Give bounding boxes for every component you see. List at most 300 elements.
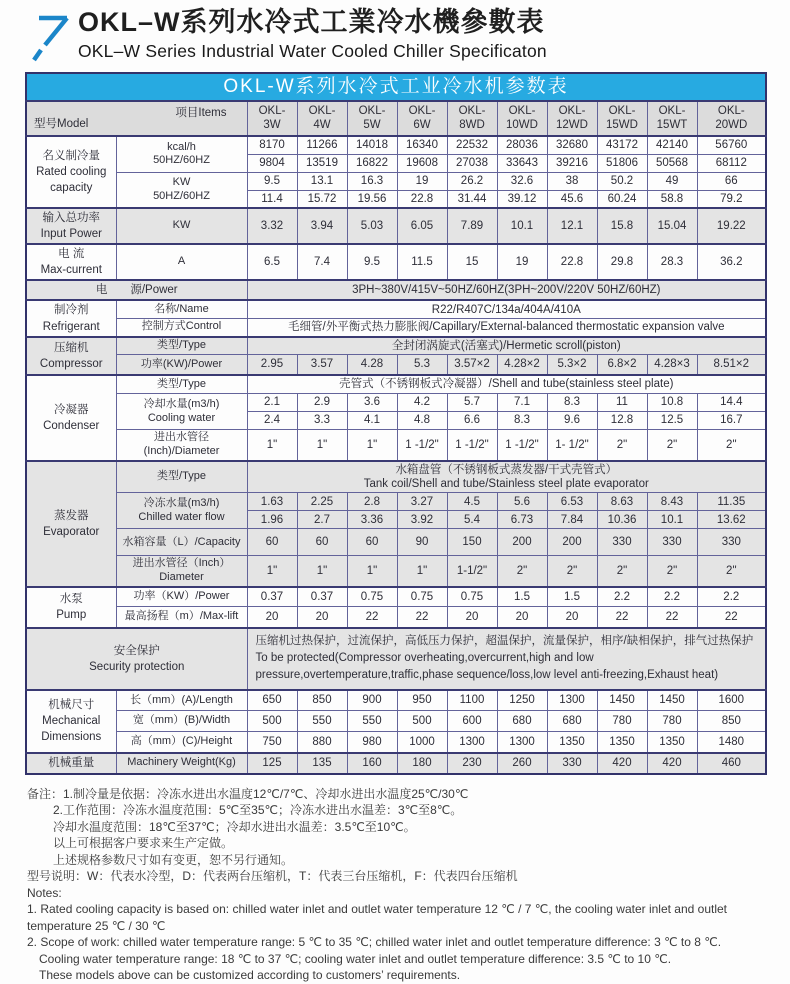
- value-cell: 550: [297, 711, 347, 732]
- item-label-cell: 功率（KW）/Power: [116, 587, 247, 607]
- span-value-cell: 压缩机过热保护，过流保护，高低压力保护，超温保护，流量保护，相序/缺相保护，排气过热保护 To be protected(Compressor overheating,overcurrent,high and low pressure,overtemperature,traffic,phase sequence/loss,low level anti-freezing,Exhaust heat): [247, 628, 766, 690]
- value-cell: 13519: [297, 154, 347, 172]
- value-cell: 58.8: [647, 190, 697, 208]
- value-cell: 135: [297, 753, 347, 774]
- value-cell: 9.6: [547, 412, 597, 430]
- value-cell: 5.6: [497, 493, 547, 511]
- value-cell: 3.36: [347, 511, 397, 529]
- value-cell: 8.3: [547, 394, 597, 412]
- item-label-cell: 长（mm）(A)/Length: [116, 690, 247, 711]
- value-cell: 8.63: [597, 493, 647, 511]
- value-cell: 4.28×3: [647, 355, 697, 375]
- value-cell: 150: [447, 529, 497, 556]
- item-label-cell: 水箱容量（L）/Capacity: [116, 529, 247, 556]
- value-cell: 60.24: [597, 190, 647, 208]
- value-cell: 14.4: [697, 394, 766, 412]
- model-header-cell: OKL- 10WD: [497, 101, 547, 136]
- model-header-cell: OKL- 15WD: [597, 101, 647, 136]
- value-cell: 2.8: [347, 493, 397, 511]
- note-line: 1. Rated cooling capacity is based on: chilled water inlet and outlet water temperature 12 ℃ / 7 ℃, the cooling water inlet and outlet: [27, 902, 728, 917]
- value-cell: 420: [597, 753, 647, 774]
- value-cell: 11: [597, 394, 647, 412]
- table-row: [26, 172, 766, 190]
- category-cell: 压缩机 Compressor: [26, 337, 116, 375]
- value-cell: 1": [397, 556, 447, 587]
- value-cell: 14018: [347, 136, 397, 154]
- value-cell: 0.75: [397, 587, 447, 607]
- value-cell: 180: [397, 753, 447, 774]
- column-header-row: [26, 101, 766, 136]
- note-line: Cooling water temperature range: 18 ℃ to 37 ℃; cooling water inlet and outlet temperature difference: 3.5 ℃ to 10 ℃.: [39, 951, 672, 966]
- value-cell: 33643: [497, 154, 547, 172]
- value-cell: 42140: [647, 136, 697, 154]
- span-value-cell: 水箱盘管（不锈钢板式蒸发器/干式壳管式） Tank coil/Shell and tube/Stainless steel plate evaporator: [247, 461, 766, 493]
- value-cell: 36.2: [697, 244, 766, 280]
- item-label-cell: A: [116, 244, 247, 280]
- value-cell: 5.7: [447, 394, 497, 412]
- item-label-cell: KW: [116, 208, 247, 244]
- note-line: 以上可根据客户要求来生产定做。: [53, 836, 234, 851]
- value-cell: 330: [547, 753, 597, 774]
- value-cell: 2.95: [247, 355, 297, 375]
- value-cell: 19.56: [347, 190, 397, 208]
- value-cell: 7.4: [297, 244, 347, 280]
- value-cell: 2.2: [597, 587, 647, 607]
- note-line: 备注：1.制冷量是依据：冷冻水进出水温度12℃/7℃、冷却水进出水温度25℃/30℃: [27, 786, 469, 801]
- value-cell: 51806: [597, 154, 647, 172]
- value-cell: 28.3: [647, 244, 697, 280]
- value-cell: 1.63: [247, 493, 297, 511]
- value-cell: 38: [547, 172, 597, 190]
- category-cell: 冷凝器 Condenser: [26, 375, 116, 461]
- value-cell: 1300: [547, 690, 597, 711]
- value-cell: 1.96: [247, 511, 297, 529]
- value-cell: 6.05: [397, 208, 447, 244]
- table-row: [26, 461, 766, 493]
- value-cell: 43172: [597, 136, 647, 154]
- value-cell: 26.2: [447, 172, 497, 190]
- value-cell: 260: [497, 753, 547, 774]
- value-cell: 22: [697, 607, 766, 628]
- value-cell: 10.8: [647, 394, 697, 412]
- value-cell: 6.5: [247, 244, 297, 280]
- item-label-cell: 类型/Type: [116, 375, 247, 394]
- value-cell: 2.2: [697, 587, 766, 607]
- value-cell: 19.22: [697, 208, 766, 244]
- value-cell: 125: [247, 753, 297, 774]
- model-header-cell: OKL- 6W: [397, 101, 447, 136]
- value-cell: 1450: [647, 690, 697, 711]
- value-cell: 13.62: [697, 511, 766, 529]
- note-line: temperature 25 ℃ / 30 ℃: [27, 918, 166, 933]
- value-cell: 2": [697, 556, 766, 587]
- value-cell: 7.89: [447, 208, 497, 244]
- table-row: [26, 337, 766, 355]
- corner-items-label: 项目Items: [175, 107, 227, 119]
- value-cell: 16.3: [347, 172, 397, 190]
- value-cell: 1300: [497, 732, 547, 753]
- span-value-cell: 全封闭涡旋式(活塞式)/Hermetic scroll(piston): [247, 337, 766, 355]
- value-cell: 79.2: [697, 190, 766, 208]
- value-cell: 39216: [547, 154, 597, 172]
- table-title: OKL-W系列水冷式工业冷水机参数表: [26, 73, 766, 101]
- value-cell: 22: [347, 607, 397, 628]
- value-cell: 22: [397, 607, 447, 628]
- corner-cell: [26, 101, 247, 136]
- value-cell: 15.04: [647, 208, 697, 244]
- category-cell: 蒸发器 Evaporator: [26, 461, 116, 587]
- item-label-cell: 进出水管径（Inch） Diameter: [116, 556, 247, 587]
- value-cell: 0.37: [297, 587, 347, 607]
- value-cell: 1350: [647, 732, 697, 753]
- value-cell: 16340: [397, 136, 447, 154]
- value-cell: 9.5: [347, 244, 397, 280]
- value-cell: 850: [297, 690, 347, 711]
- value-cell: 2": [647, 430, 697, 461]
- value-cell: 1 -1/2": [397, 430, 447, 461]
- value-cell: 9804: [247, 154, 297, 172]
- value-cell: 3.92: [397, 511, 447, 529]
- value-cell: 5.3: [397, 355, 447, 375]
- table-row: [26, 587, 766, 607]
- value-cell: 6.8×2: [597, 355, 647, 375]
- value-cell: 420: [647, 753, 697, 774]
- value-cell: 2": [647, 556, 697, 587]
- value-cell: 1250: [497, 690, 547, 711]
- value-cell: 11.4: [247, 190, 297, 208]
- value-cell: 900: [347, 690, 397, 711]
- model-header-cell: OKL- 4W: [297, 101, 347, 136]
- value-cell: 10.1: [647, 511, 697, 529]
- value-cell: 2": [547, 556, 597, 587]
- value-cell: 6.73: [497, 511, 547, 529]
- value-cell: 1450: [597, 690, 647, 711]
- value-cell: 650: [247, 690, 297, 711]
- value-cell: 2": [597, 556, 647, 587]
- value-cell: 7.1: [497, 394, 547, 412]
- value-cell: 22.8: [397, 190, 447, 208]
- category-cell: 电 流 Max-current: [26, 244, 116, 280]
- table-row: [26, 394, 766, 412]
- doc-title-cn: OKL–W系列水冷式工業冷水機參數表: [78, 7, 545, 37]
- value-cell: 3.94: [297, 208, 347, 244]
- value-cell: 3.32: [247, 208, 297, 244]
- model-header-cell: OKL- 12WD: [547, 101, 597, 136]
- table-row: [26, 280, 766, 300]
- value-cell: 0.75: [347, 587, 397, 607]
- value-cell: 980: [347, 732, 397, 753]
- notes-cn: [27, 786, 790, 885]
- table-row: [26, 319, 766, 337]
- value-cell: 31.44: [447, 190, 497, 208]
- value-cell: 550: [347, 711, 397, 732]
- category-cell: 机械重量: [26, 753, 116, 774]
- value-cell: 2.25: [297, 493, 347, 511]
- table-row: [26, 493, 766, 511]
- doc-title-en: OKL–W Series Industrial Water Cooled Chiller Specificaton: [78, 40, 547, 61]
- table-row: [26, 690, 766, 711]
- model-header-cell: OKL- 20WD: [697, 101, 766, 136]
- item-label-cell: 宽（mm）(B)/Width: [116, 711, 247, 732]
- value-cell: 1-1/2": [447, 556, 497, 587]
- span-value-cell: 毛细管/外平衡式热力膨胀阀/Capillary/External-balanced thermostatic expansion valve: [247, 319, 766, 337]
- item-label-cell: 名称/Name: [116, 300, 247, 318]
- value-cell: 4.28×2: [497, 355, 547, 375]
- table-row: [26, 753, 766, 774]
- value-cell: 780: [647, 711, 697, 732]
- notes-en: [27, 885, 790, 984]
- value-cell: 22.8: [547, 244, 597, 280]
- value-cell: 0.75: [447, 587, 497, 607]
- table-row: [26, 300, 766, 318]
- item-label-cell: 冷却水量(m3/h) Cooling water: [116, 394, 247, 430]
- value-cell: 680: [497, 711, 547, 732]
- value-cell: 11.35: [697, 493, 766, 511]
- value-cell: 1 -1/2": [447, 430, 497, 461]
- value-cell: 1": [347, 430, 397, 461]
- table-row: [26, 529, 766, 556]
- item-label-cell: Machinery Weight(Kg): [116, 753, 247, 774]
- value-cell: 750: [247, 732, 297, 753]
- value-cell: 3.3: [297, 412, 347, 430]
- value-cell: 680: [547, 711, 597, 732]
- value-cell: 2.4: [247, 412, 297, 430]
- value-cell: 1000: [397, 732, 447, 753]
- table-row: [26, 430, 766, 461]
- table-row: [26, 607, 766, 628]
- value-cell: 4.28: [347, 355, 397, 375]
- notes-section: [27, 786, 790, 984]
- value-cell: 1- 1/2": [547, 430, 597, 461]
- value-cell: 2.2: [647, 587, 697, 607]
- category-cell: 机械尺寸 Mechanical Dimensions: [26, 690, 116, 753]
- value-cell: 7.84: [547, 511, 597, 529]
- value-cell: 8.43: [647, 493, 697, 511]
- item-label-cell: 最高扬程（m）/Max-lift: [116, 607, 247, 628]
- value-cell: 60: [347, 529, 397, 556]
- note-line: These models above can be customized according to customers’ requirements.: [39, 968, 461, 983]
- value-cell: 330: [697, 529, 766, 556]
- value-cell: 2.1: [247, 394, 297, 412]
- value-cell: 600: [447, 711, 497, 732]
- value-cell: 2.9: [297, 394, 347, 412]
- value-cell: 330: [647, 529, 697, 556]
- value-cell: 56760: [697, 136, 766, 154]
- value-cell: 1480: [697, 732, 766, 753]
- value-cell: 12.1: [547, 208, 597, 244]
- value-cell: 45.6: [547, 190, 597, 208]
- model-header-cell: OKL- 5W: [347, 101, 397, 136]
- note-line: 上述规格参数尺寸如有变更，恕不另行通知。: [53, 852, 294, 867]
- value-cell: 90: [397, 529, 447, 556]
- model-header-cell: OKL- 15WT: [647, 101, 697, 136]
- value-cell: 20: [497, 607, 547, 628]
- value-cell: 2": [697, 430, 766, 461]
- category-cell: 制冷剂 Refrigerant: [26, 300, 116, 336]
- table-row: [26, 375, 766, 394]
- value-cell: 68112: [697, 154, 766, 172]
- value-cell: 28036: [497, 136, 547, 154]
- item-label-cell: KW 50HZ/60HZ: [116, 172, 247, 208]
- table-row: [26, 711, 766, 732]
- value-cell: 16.7: [697, 412, 766, 430]
- note-line: 2.工作范围：冷冻水温度范围：5℃至35℃；冷冻水进出水温差：3℃至8℃。: [53, 803, 463, 818]
- value-cell: 20: [297, 607, 347, 628]
- span-value-cell: 3PH~380V/415V~50HZ/60HZ(3PH~200V/220V 50HZ/60HZ): [247, 280, 766, 300]
- table-row: [26, 556, 766, 587]
- value-cell: 8.51×2: [697, 355, 766, 375]
- value-cell: 16822: [347, 154, 397, 172]
- value-cell: 29.8: [597, 244, 647, 280]
- item-label-cell: 进出水管径 (Inch)/Diameter: [116, 430, 247, 461]
- value-cell: 11266: [297, 136, 347, 154]
- note-line: 型号说明：W：代表水冷型，D：代表两台压缩机，T：代表三台压缩机，F：代表四台压缩机: [27, 869, 518, 884]
- value-cell: 60: [247, 529, 297, 556]
- value-cell: 50.2: [597, 172, 647, 190]
- doc-titles: [78, 8, 547, 62]
- value-cell: 3.27: [397, 493, 447, 511]
- model-header-cell: OKL- 3W: [247, 101, 297, 136]
- value-cell: 19: [397, 172, 447, 190]
- value-cell: 1100: [447, 690, 497, 711]
- item-label-cell: 类型/Type: [116, 461, 247, 493]
- value-cell: 1600: [697, 690, 766, 711]
- span-value-cell: R22/R407C/134a/404A/410A: [247, 300, 766, 318]
- value-cell: 20: [447, 607, 497, 628]
- note-line: 冷却水温度范围：18℃至37℃；冷却水进出水温差：3.5℃至10℃。: [53, 819, 416, 834]
- value-cell: 3.6: [347, 394, 397, 412]
- value-cell: 200: [497, 529, 547, 556]
- value-cell: 1350: [547, 732, 597, 753]
- value-cell: 1": [297, 430, 347, 461]
- value-cell: 15.8: [597, 208, 647, 244]
- value-cell: 5.3×2: [547, 355, 597, 375]
- doc-header: [0, 0, 790, 72]
- value-cell: 19608: [397, 154, 447, 172]
- table-row: [26, 208, 766, 244]
- item-label-cell: 高（mm）(C)/Height: [116, 732, 247, 753]
- category-cell: 输入总功率 Input Power: [26, 208, 116, 244]
- value-cell: 1.5: [547, 587, 597, 607]
- wide-label-cell: 电 源/Power: [26, 280, 247, 300]
- table-row: [26, 136, 766, 154]
- value-cell: 1": [247, 556, 297, 587]
- value-cell: 12.5: [647, 412, 697, 430]
- value-cell: 460: [697, 753, 766, 774]
- value-cell: 6.6: [447, 412, 497, 430]
- value-cell: 500: [397, 711, 447, 732]
- span-value-cell: 壳管式（不锈钢板式冷凝器）/Shell and tube(stainless steel plate): [247, 375, 766, 394]
- value-cell: 27038: [447, 154, 497, 172]
- value-cell: 950: [397, 690, 447, 711]
- note-line: Notes:: [27, 885, 62, 900]
- value-cell: 880: [297, 732, 347, 753]
- value-cell: 330: [597, 529, 647, 556]
- table-row: [26, 244, 766, 280]
- value-cell: 10.36: [597, 511, 647, 529]
- value-cell: 2.7: [297, 511, 347, 529]
- arrow-logo-icon: [26, 8, 74, 62]
- value-cell: 1 -1/2": [497, 430, 547, 461]
- value-cell: 2": [497, 556, 547, 587]
- value-cell: 22: [597, 607, 647, 628]
- value-cell: 39.12: [497, 190, 547, 208]
- note-line: 2. Scope of work: chilled water temperature range: 5 ℃ to 35 ℃; chilled water inlet and outlet temperature difference: 3 ℃ to 8 ℃.: [27, 935, 722, 950]
- value-cell: 8.3: [497, 412, 547, 430]
- value-cell: 60: [297, 529, 347, 556]
- value-cell: 0.37: [247, 587, 297, 607]
- value-cell: 15: [447, 244, 497, 280]
- value-cell: 850: [697, 711, 766, 732]
- item-label-cell: kcal/h 50HZ/60HZ: [116, 136, 247, 172]
- value-cell: 4.1: [347, 412, 397, 430]
- value-cell: 66: [697, 172, 766, 190]
- item-label-cell: 冷冻水量(m3/h) Chilled water flow: [116, 493, 247, 529]
- value-cell: 11.5: [397, 244, 447, 280]
- item-label-cell: 功率(KW)/Power: [116, 355, 247, 375]
- value-cell: 19: [497, 244, 547, 280]
- value-cell: 780: [597, 711, 647, 732]
- value-cell: 50568: [647, 154, 697, 172]
- value-cell: 9.5: [247, 172, 297, 190]
- value-cell: 12.8: [597, 412, 647, 430]
- value-cell: 32.6: [497, 172, 547, 190]
- value-cell: 20: [247, 607, 297, 628]
- value-cell: 10.1: [497, 208, 547, 244]
- value-cell: 160: [347, 753, 397, 774]
- value-cell: 13.1: [297, 172, 347, 190]
- table-row: [26, 732, 766, 753]
- item-label-cell: 控制方式Control: [116, 319, 247, 337]
- value-cell: 6.53: [547, 493, 597, 511]
- value-cell: 1": [297, 556, 347, 587]
- value-cell: 5.4: [447, 511, 497, 529]
- table-row: [26, 355, 766, 375]
- item-label-cell: 类型/Type: [116, 337, 247, 355]
- value-cell: 500: [247, 711, 297, 732]
- value-cell: 15.72: [297, 190, 347, 208]
- value-cell: 3.57: [297, 355, 347, 375]
- value-cell: 20: [547, 607, 597, 628]
- corner-model-label: 型号Model: [34, 118, 89, 131]
- value-cell: 230: [447, 753, 497, 774]
- category-cell: 名义制冷量 Rated cooling capacity: [26, 136, 116, 208]
- value-cell: 4.8: [397, 412, 447, 430]
- value-cell: 5.03: [347, 208, 397, 244]
- value-cell: 22532: [447, 136, 497, 154]
- table-title-row: [26, 73, 766, 101]
- value-cell: 8170: [247, 136, 297, 154]
- value-cell: 1": [247, 430, 297, 461]
- value-cell: 1350: [597, 732, 647, 753]
- value-cell: 4.5: [447, 493, 497, 511]
- value-cell: 200: [547, 529, 597, 556]
- value-cell: 4.2: [397, 394, 447, 412]
- value-cell: 49: [647, 172, 697, 190]
- table-row: [26, 628, 766, 690]
- value-cell: 32680: [547, 136, 597, 154]
- category-cell: 水泵 Pump: [26, 587, 116, 628]
- value-cell: 1300: [447, 732, 497, 753]
- value-cell: 3.57×2: [447, 355, 497, 375]
- spec-table: [25, 72, 767, 775]
- value-cell: 1": [347, 556, 397, 587]
- model-header-cell: OKL- 8WD: [447, 101, 497, 136]
- value-cell: 2": [597, 430, 647, 461]
- value-cell: 22: [647, 607, 697, 628]
- value-cell: 1.5: [497, 587, 547, 607]
- wide-label-cell: 安全保护 Security protection: [26, 628, 247, 690]
